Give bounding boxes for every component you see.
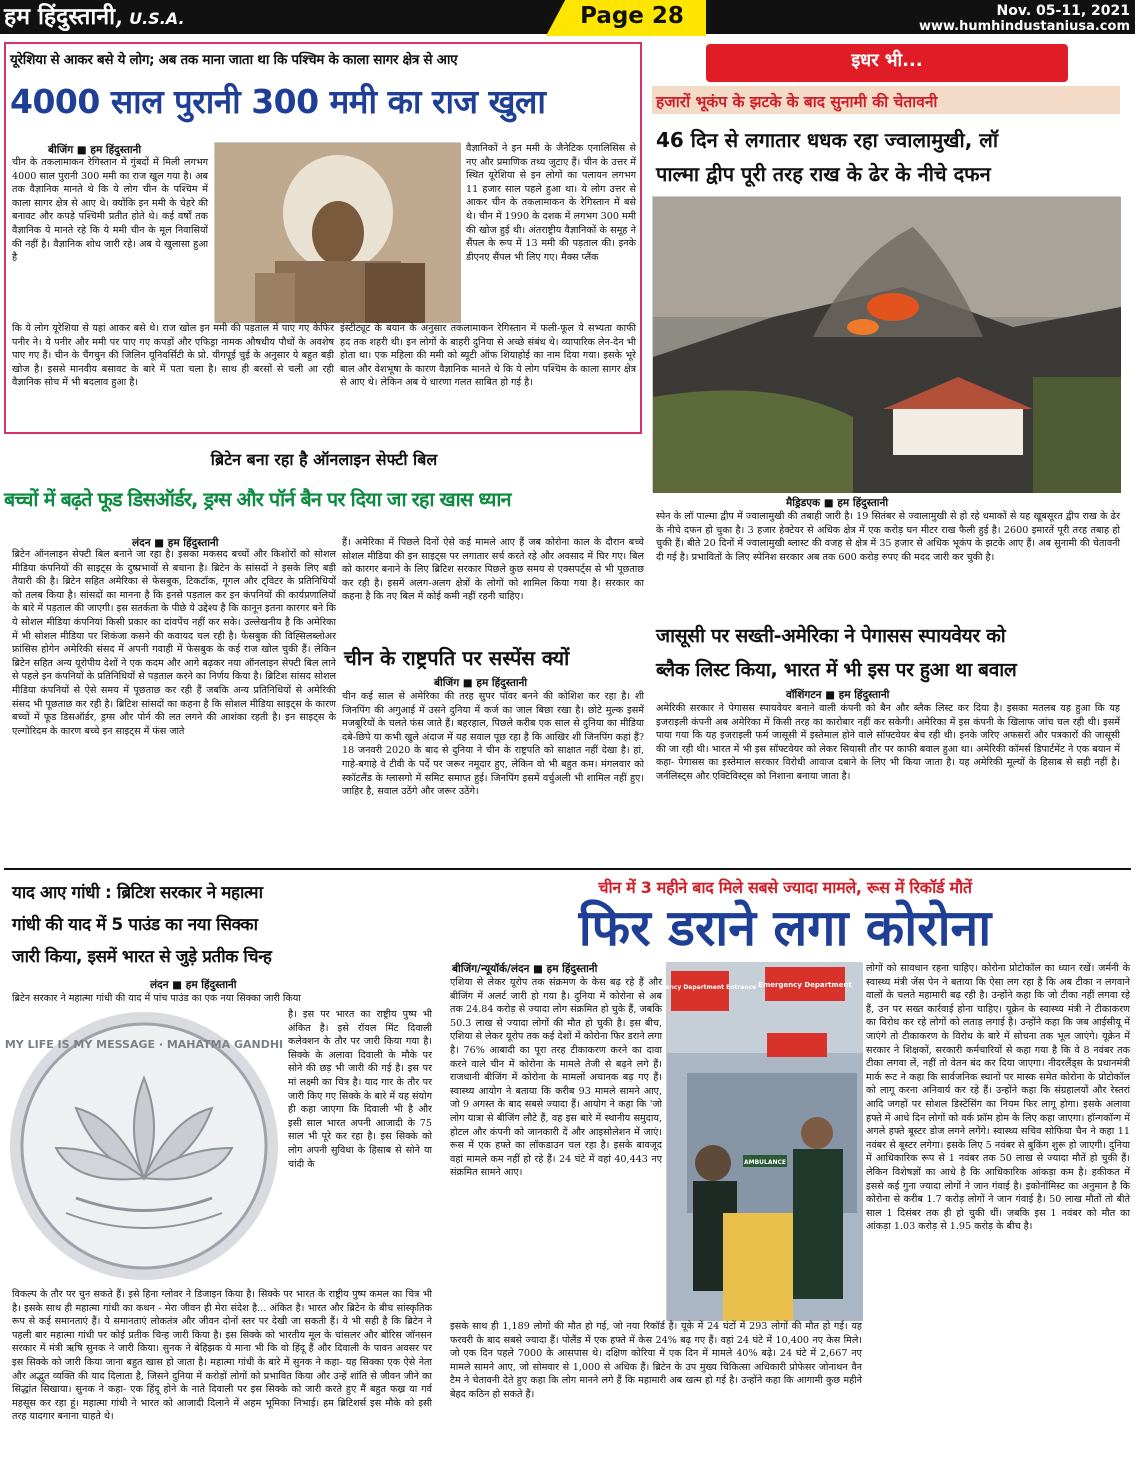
photo-sign-2: Emergency Department <box>758 981 852 989</box>
volcano-headline-1: 46 दिन से लगातार धधक रहा ज्वालामुखी, लॉ <box>656 128 999 152</box>
corona-dateline: बीजिंग/न्यूयॉर्क/लंदन ■ हम हिंदुस्तानी <box>452 963 598 975</box>
mummy-col2: वैज्ञानिकों ने इन ममी के जैनेटिक एनालिसिस से नए और प्रमाणिक तथ्य जुटाए हैं। चीन के उत्तर में स्थित यूरेशिया से इन लोगों का पलायन लगभग 11 हजार साल पहले हुआ था। ये लोग उत्तर से आकर चीन के तकलामाकन के रेगिस्तान में बसे थे। चीन में 1990 के दशक में लगभग 300 ममी की खोज हुई थी। अंतराष्ट्रीय वैज्ञानिकों के समूह ने सैंपल के रूप में 13 ममी की पड़ताल की। इनके डीएनए सैंपल भी लिए गए। मैक्स प्लैंक <box>466 143 636 263</box>
gandhi-body: विकल्प के तौर पर चुन सकते हैं। इसे हिना ग्लोवर ने डिजाइन किया है। सिक्के पर भारत के राष्ट्रीय पुष्प कमल का चित्र भी है। इसके साथ ही महात्मा गांधी का कथन - मेरा जीवन ही मेरा संदेश है... अंकित है। भारत और ब्रिटेन के बीच सांस्कृतिक रूप से कई समानताएं हैं। ये समानताएं लोकतंत्र और जीवन दोनों स्तर पर देखी जा सकती हैं। ये भी सही है कि ब्रिटेन ने पहली बार महात्मा गांधी पर कोई प्रतीक चिन्ह जारी किया है। इस सिक्के को भारतीय मूल के चांसलर और बोरिस जॉनसन सरकार में मंत्री ऋषि सुनक ने जारी किया। सुनक ने बेहिझक ये माना भी कि वो हिंदू हैं और दिवाली के पावन अवसर पर इस सिक्के को जारी किया जाना बहुत खास हो जाता है। महात्मा गांधी के बारे में सुनक ने कहा- यह सिक्का एक ऐसे नेता और अद्भुत व्यक्ति की याद दिलाता है, जिसने दुनिया में करोड़ों लोगों को प्रभावित किया और उन्हें शांति से जीवन जीने का सिद्धांत सिखाया। सुनक ने कहा- एक हिंदू होने के नाते दिवाली पर इस सिक्के को जारी करते हुए मैं बहुत फख्र या गर्व महसूस कर रहा हूं। महात्मा गांधी ने भारत को आजादी दिलाने में अहम भूमिका निभाई। हम ब्रिटिशर्स इस मौके को इसी तरह यादगार बनाना चाहते थे। <box>12 1289 432 1423</box>
pegasus-headline-2: ब्लैक लिस्ट किया, भारत में भी इस पर हुआ था बवाल <box>656 659 1017 681</box>
britain-dateline: लंदन ■ हम हिंदुस्तानी <box>132 537 219 549</box>
issue-date: Nov. 05-11, 2021 <box>996 3 1130 19</box>
gandhi-side-text: है। इस पर भारत का राष्ट्रीय पुष्प भी अंकित है। इसे रॉयल मिंट दिवाली कलेक्शन के तौर पर जारी किया गया है। सिक्के के अलावा दिवाली के मौके पर सोने की छड़ भी जारी की गई है। इस पर मां लक्ष्मी का चित्र है। याद गार के तौर पर जारी किए गए सिक्के के बारे में यह संयोग ही कहा जाएगा कि दिवाली भी है और इसी साल भारत अपनी आजादी के 75 साल भी पूरे कर रहा है। इस सिक्के को लोग अपनी सुविधा के हिसाब से सोने या चांदी के <box>288 1009 432 1170</box>
pegasus-body: अमेरिकी सरकार ने पेगासस स्पायवेयर बनाने वाली कंपनी को बैन और ब्लैक लिस्ट कर दिया है। इसका मतलब यह हुआ कि यह इजराइली कंपनी अब अमेरिका में किसी तरह का कारोबार नहीं कर सकेगी। अमेरिका में इस कंपनी के खिलाफ जांच चल रही थी। इसमें पाया गया कि यह इजराइली फर्म जासूसी में इस्तेमाल होने वाले सॉफ्टवेयर बेच रही थी। इनके जरिए अफसरों और पत्रकारों की जासूसी की जा रही थी। भारत में भी इस सॉफ्टवेयर को लेकर सियासी तौर पर काफी बवाल हुआ था। अमेरिकी कॉमर्स डिपार्टमेंट ने एक बयान में कहा- पेगासस का इस्तेमाल सरकार विरोधी आवाज दबाने के लिए भी किया जाता है। यह अमेरिकी मूल्यों के हिसाब से सही नहीं है। जर्नलिस्ट्स और एक्टिविस्ट्स को निशाना बनाया जाता है। <box>656 703 1120 782</box>
masthead-usa: U.S.A. <box>129 9 185 28</box>
page-number: Page 28 <box>580 3 684 29</box>
volcano-body: स्पेन के लॉ पाल्मा द्वीप में ज्वालामुखी की तबाही जारी है। 19 सितंबर से ज्वालामुखी से हो रहे धमाकों से यह खूबसूरत द्वीप राख के ढेर के नीचे दफन हो चुका है। 3 हजार हेक्टेयर से अधिक क्षेत्र में एक करोड़ घन मीटर राख फैली हुई है। 2600 इमारतें पूरी तरह तबाह हो चुकी हैं। बीते 20 दिनों में ज्वालामुखी ब्लास्ट की वजह से क्षेत्र में 35 हजार से अधिक भूकंप के झटके आए हैं। अब सुनामी की चेतावनी दी गई है। प्रभावितों के लिए स्पेनिश सरकार अब तक 600 करोड़ रुपए की मदद जारी कर चुकी है। <box>656 511 1120 563</box>
website-url[interactable]: www.humhindustaniusa.com <box>918 19 1130 34</box>
china-body: चीन कई साल से अमेरिका की तरह सुपर पॉवर बनने की कोशिश कर रहा है। शी जिनपिंग की अगुआई में उसने दुनिया में कर्ज का जाल बिछा रखा है। छोटे मुल्क इसमें मजबूरियों के चलते फंस जाते हैं। बहरहाल, पिछले करीब एक साल से दुनिया का मीडिया दबे-छिपे या कभी खुले अंदाज में यह सवाल पूछ रहा है कि आखिर शी जिनपिंग कहां हैं? 18 जनवरी 2020 के बाद से दुनिया ने चीन के राष्ट्रपति को साक्षात नहीं देखा है। हां, गाहे-बगाहे वे टीवी के पर्दे पर जरूर नमूदार हुए, लेकिन वो भी बहुत कम। मंगलवार को स्कॉटलैंड के ग्लासगो में समिट समाप्त हुई। जिनपिंग इसमें वर्चुअली भी शामिल नहीं हुए। जाहिर है, सवाल उठेंगे और जरूर उठेंगे। <box>342 691 644 798</box>
volcano-kicker: हजारों भूकंप के झटके के बाद सुनामी की चेतावनी <box>656 93 938 111</box>
corona-kicker: चीन में 3 महीने बाद मिले सबसे ज्यादा मामले, रूस में रिकॉर्ड मौतें <box>598 878 972 897</box>
section-divider <box>4 868 1131 870</box>
mummy-kicker: यूरेशिया से आकर बसे ये लोग; अब तक माना जाता था कि पश्चिम के काला सागर क्षेत्र से आए <box>10 52 458 68</box>
britain-headline: बच्चों में बढ़ते फूड डिसऑर्डर, ड्रग्स और पॉर्न बैन पर दिया जा रहा खास ध्यान <box>4 488 511 511</box>
photo-sign-3: AMBULANCE <box>743 1159 787 1166</box>
mummy-dateline: बीजिंग ■ हम हिंदुस्तानी <box>48 144 142 156</box>
volcano-dateline: मैड्रिडएक ■ हम हिंदुस्तानी <box>786 497 889 509</box>
corona-col1-bottom: इसके साथ ही 1,189 लोगों की मौत हो गई, जो नया रिकॉर्ड है। यूके में 24 घंटों में 293 लोगों की मौत हो गई। यह फरवरी के बाद सबसे ज्यादा हैं। पोलैंड में एक हफ्ते में केस 24% बढ़ गए हैं। वहां 24 घंटे में 10,400 नए केस मिले। जो एक दिन पहले 7000 के आसपास थे। दक्षिण कोरिया में एक दिन में मामले 40% बढ़े। 24 घंटे में 2,667 नए मामले सामने आए, जो सोमवार से 1,000 से अधिक हैं। ब्रिटेन के उप मुख्य चिकित्सा अधिकारी प्रोफेसर जोनाथन वैन टैम ने चेतावनी देते हुए कहा कि लोग मानने लगे हैं कि महामारी अब खत्म हो गई है। उन्होंने कहा कि आगामी कुछ महीने बेहद कठिन हो सकते हैं। <box>450 1321 862 1400</box>
britain-col2: हैं। अमेरिका में पिछले दिनों ऐसे कई मामले आए हैं जब कोरोना काल के दौरान बच्चे सोशल मीडिया की इन साइट्स पर लगातार सर्च करते रहे और अवसाद में घिर गए। बिल को कारगर बनाने के लिए ब्रिटिश सरकार पिछले कुछ समय से एक्सपर्ट्स से भी पूछताछ कर रही है। इसमें अलग-अलग क्षेत्रों के लोगों को शामिल किया गया है। सरकार का कहना है कि नए बिल में कोई कमी नहीं रहनी चाहिए। <box>342 537 644 603</box>
coin-inscription: MY LIFE IS MY MESSAGE · MAHATMA GANDHI <box>4 1038 284 1051</box>
china-dateline: बीजिंग ■ हम हिंदुस्तानी <box>434 677 528 689</box>
mummy-bottom-right: इंस्टीट्यूट के बयान के अनुसार तकलामाकन रेगिस्तान में फली-फूल ये सभ्यता काफी हद तक शहरी थी। इन लोगों के बाहरी दुनिया से अच्छे संबंध थे। व्यापारिक लेन-देन भी होता था। एक महिला की ममी को ब्यूटी ऑफ शियाहोई का नाम दिया गया। इसके भूरे बाल और वेशभूषा के कारण वैज्ञानिक मानते थे कि ये लोग पश्चिम के काला सागर क्षेत्र से आए थे। लेकिन अब ये धारणा गलत साबित हो गई है। <box>340 323 636 389</box>
masthead-title: हम हिंदुस्तानी, <box>4 3 124 30</box>
corona-headline: फिर डराने लगा कोरोना <box>578 899 992 957</box>
masthead-logo <box>4 2 185 32</box>
photo-sign-1: Emergency Department Entrance <box>643 984 757 991</box>
volcano-illustration <box>653 197 1121 493</box>
britain-col1: ब्रिटेन ऑनलाइन सेफ्टी बिल बनाने जा रहा है। इसका मकसद बच्चों और किशोरों को सोशल मीडिया कंपनियों की साइट्स के दुष्प्रभावों से बचाना है। ब्रिटेन के सांसदों ने इसके लिए बड़ी तैयारी की है। ब्रिटेन सहित अमेरिका से फेसबुक, टिकटॉक, गूगल और ट्विटर के प्रतिनिधियों को तलब किया है। सांसदों का मानना है कि इनसे पड़ताल कर इन कंपनियों की कार्यप्रणालियों के बारे में पड़ताल की जाएगी। इस सतर्कता के पीछे ये उद्देश्य है कि कानून इतना कारगर बने कि ये सोशल मीडिया कंपनियां किसी प्रकार का दांवपेंच नहीं कर सके। उल्लेखनीय है कि अमेरिका में भी सोशल मीडिया पर शिकंजा कसने की कवायद चल रही है। फेसबुक की विह्सिलब्लोअर फ्रांसिस होगेन अमेरिकी संसद में अपनी गवाही में फेसबुक के कई राज खोल चुकी हैं। लेकिन ब्रिटेन सहित अन्य यूरोपीय देशों ने एक कदम और आगे बढ़कर नया ऑनलाइन सेफ्टी बिल लाने से पहले इन कंपनियों के प्रतिनिधियों से पड़ताल करने का निर्णय किया है। ब्रिटिश सांसद सोशल मीडिया कंपनियों से ऐसे समय में पूछताछ कर रही हैं जबकि अन्य प्रतिनिधियों से अमेरिकी संसद भी पूछताछ कर रही है। ब्रिटिश सांसदों का कहना है कि सोशल मीडिया साइट्स के कारण बच्चों में फूड डिसऑर्डर, ड्रग्स और पोर्न की लत लगने की आशंका रहती है। इन साइट्स के एल्गोरिदम के कारण बच्चे इन साइट्स में फंस जाते <box>12 549 337 737</box>
volcano-photo <box>652 196 1120 492</box>
gandhi-headline-2: गांधी की याद में 5 पाउंड का नया सिक्का <box>12 915 258 935</box>
coin-illustration <box>6 1008 282 1284</box>
hospital-illustration <box>643 963 863 1321</box>
volcano-headline-2: पाल्मा द्वीप पूरी तरह राख के ढेर के नीचे दफन <box>656 162 991 186</box>
china-headline: चीन के राष्ट्रपति पर सस्पेंस क्यों <box>344 646 570 670</box>
pegasus-headline-1: जासूसी पर सख्ती-अमेरिका ने पेगासस स्पायवेयर को <box>656 625 1006 647</box>
idhar-bhi-text: इधर भी... <box>851 50 923 71</box>
corona-col2: लोगों को सावधान रहना चाहिए। कोरोना प्रोटोकॉल का ध्यान रखें। जर्मनी के स्वास्थ्य मंत्री जेंस पेन ने बताया कि ऐसा लग रहा है कि अब टीका न लगवाने वालों के चलते महामारी बढ़ रही है। उन्होंने कहा कि जो टीका नहीं लगवा रहे हैं, उन पर सख्त कार्रवाई होना चाहिए। यूक्रेन के स्वास्थ्य मंत्री ने टीकाकरण का विरोध कर रहे लोगों को लताड़ लगाई है। उन्होंने कहा कि जब आईसीयू में जाएंगे तो टीकाकरण के विरोध के बारे में सोचना तक भूल जाएंगे। यूक्रेन में सरकार ने शिक्षकों, सरकारी कर्मचारियों से कहा गया है कि वे 8 नवंबर तक टीका लगवा लें, नहीं तो वेतन बंद कर दिया जाएगा। नीदरलैंड्स के प्रधानमंत्री मार्क रूट ने कहा कि सार्वजनिक स्थानों पर मास्क समेत कोरोना के प्रोटोकॉल को लागू करना अनिवार्य कर रहे हैं। उन्होंने कहा कि संग्रहालयों और रेस्तरां आदि जगहों पर सोशल डिस्टेंसिंग का नियम फिर लागू होगा। इसके अलावा हफ्ते में आधे दिन लोगों को वर्क फ्रॉम होम के लिए कहा जाएगा। हॉन्गकॉन्ग में अगले हफ्ते बूस्टर डोज लगने लगेंगे। स्वास्थ्य सचिव सोफिया चैन ने कहा 11 नवंबर से बूस्टर लगेगा। इसके लिए 5 नवंबर से बुकिंग शुरू हो जाएगी। दुनिया में आधिकारिक रूप से 1 नवंबर तक 50 लाख से ज्यादा मौतें हो चुकी हैं। लेकिन विशेषज्ञों का आधे है कि आधिकारिक आंकड़ा कम है। हकीकत में इससे कई गुना ज्यादा लोगों ने जान गंवाई है। इकोनॉमिस्ट का अनुमान है कि कोरोना से करीब 1.7 करोड़ लोगों ने जान गंवाई है। 50 लाख मौतों तो बीते साल 1 दिसंबर तक ही हो चुकी थीं। जबकि इस 1 नवंबर को मौत का आंकड़ा 1.03 करोड़ से 1.95 करोड़ के बीच है। <box>866 963 1130 1233</box>
britain-kicker: ब्रिटेन बना रहा है ऑनलाइन सेफ्टी बिल <box>210 450 438 469</box>
mummy-illustration <box>215 143 461 323</box>
corona-photo <box>643 962 862 1320</box>
mummy-headline: 4000 साल पुरानी 300 ममी का राज खुला <box>10 82 546 121</box>
corona-col1-top: एशिया से लेकर यूरोप तक संक्रमण के केस बढ़ रहे हैं और बीजिंग में अलर्ट जारी हो गया है। दुनिया में कोरोना से अब तक 24.84 करोड़ से ज्यादा लोग संक्रमित हो चुके हैं, जबकि 50.3 लाख से ज्यादा लोगों की मौत हो चुकी है। इस बीच, एशिया से लेकर यूरोप तक कई देशों में कोरोना फिर डराने लगा है। 76% आबादी का पूरा तरह टीकाकरण करने का दावा करने वाले चीन में कोरोना के मामले तेजी से बढ़ने लगे हैं। राजधानी बीजिंग में कोरोना के मामलों अचानक बढ़ गए हैं। स्वास्थ्य आयोग ने बताया कि करीब 93 मामले सामने आए, जो 9 अगस्त के बाद सबसे ज्यादा हैं। आयोग ने कहा कि 'जो लोग यात्रा से बीजिंग लौटे हैं, वह इस बारे में स्थानीय समुदाय, होटल और कंपनी को जानकारी दें और आइसोलेशन में जाएं। रूस में एक हफ्ते का लॉकडाउन चल रहा है। इसके बावजूद वहां मामले कम नहीं हो रहे हैं। 24 घंटे में वहां 40,443 नए संक्रमित सामने आए। <box>450 977 662 1179</box>
gandhi-coin <box>6 1008 282 1284</box>
mummy-photo <box>214 142 460 322</box>
gandhi-dateline: लंदन ■ हम हिंदुस्तानी <box>150 979 237 991</box>
mummy-bottom-left: कि ये लोग यूरेशिया से यहां आकर बसे थे। राज खोल इन ममी की पड़ताल में पाए गए केफिर पनीर ने। ये पनीर और ममी पर पाए गए कपड़ों और एफिड्रा नामक औषधीय पौधों के अवशेष पाए गए हैं। चीन के चैंगचुन की जिलिन यूनिवर्सिटी के प्रो. यीगपूई चुई के अनुसार ये बहुत बड़ी खोज है। इससे मानवीय बसावट के बारे में पता चला है। साथ ही बरसों से चली आ रही वैज्ञानिक सोच में भी बदलाव हुआ है। <box>12 323 334 389</box>
mummy-col1: चीन के तकलामाकन रेगिस्तान में गुंबदों में मिली लगभग 4000 साल पुरानी 300 ममी का राज खुल गया है। अब तक वैज्ञानिक मानते थे कि ये लोग चीन के पश्चिम में काला सागर क्षेत्र से आए थे। क्योंकि इन ममी के चेहरे की बनावट और कपड़े पश्चिमी प्रतीत होते थे। कई वर्षों तक वैज्ञानिक ये मानते रहे कि ये ममी चीन के मूल निवासियों की नहीं है। वैज्ञानिक शोध जारी रहे। अब ये खुलासा हुआ है <box>12 157 208 264</box>
gandhi-headline-3: जारी किया, इसमें भारत से जुड़े प्रतीक चिन्ह <box>12 947 272 967</box>
gandhi-headline-1: याद आए गांधी : ब्रिटिश सरकार ने महात्मा <box>12 883 263 903</box>
pegasus-dateline: वॉशिंगटन ■ हम हिंदुस्तानी <box>786 689 890 701</box>
gandhi-intro: ब्रिटेन सरकार ने महात्मा गांधी की याद में पांच पाउंड का एक नया सिक्का जारी किया <box>12 993 301 1004</box>
